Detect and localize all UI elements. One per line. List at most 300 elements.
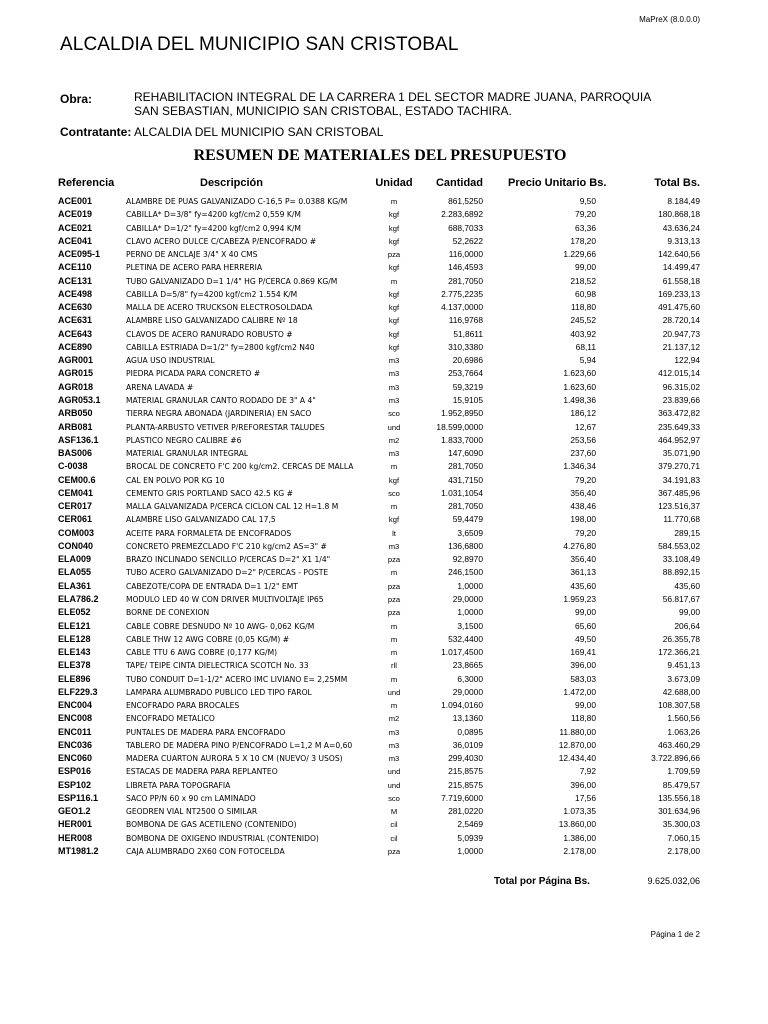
cell-total: 379.270,71 [658, 461, 700, 472]
table-row [0, 673, 768, 686]
cell-cantidad: 215,8575 [448, 779, 483, 790]
cell-total: 28.720,14 [662, 315, 700, 326]
cell-referencia: ESP016 [58, 766, 92, 777]
cell-cantidad: 116,9768 [448, 315, 483, 326]
cell-precio-unitario: 11.880,00 [559, 726, 596, 737]
cell-descripcion: TAPE/ TEIPE CINTA DIELECTRICA SCOTCH No. 33 [126, 661, 309, 671]
cell-cantidad: 29,0000 [452, 593, 483, 604]
cell-cantidad: 1,0000 [457, 607, 483, 618]
cell-referencia: ENC004 [58, 700, 93, 711]
cell-referencia: MT1981.2 [58, 846, 99, 857]
cell-unidad: m [390, 568, 398, 578]
cell-descripcion: GEODREN VIAL NT2500 O SIMILAR [126, 807, 258, 817]
cell-total: 42.688,00 [662, 686, 700, 697]
cell-precio-unitario: 403,92 [570, 328, 596, 339]
cell-referencia: ACE021 [58, 222, 93, 233]
table-row [0, 222, 768, 235]
cell-referencia: CEM00.6 [58, 474, 96, 485]
cell-precio-unitario: 245,52 [570, 315, 596, 326]
cell-total: 61.558,18 [662, 275, 700, 286]
cell-unidad: kgf [388, 236, 400, 246]
cell-unidad: m3 [388, 382, 400, 392]
cell-cantidad: 1.952,8950 [441, 408, 483, 419]
cell-unidad: m [390, 648, 398, 658]
cell-referencia: ELE143 [58, 647, 91, 658]
table-row [0, 712, 768, 725]
cell-descripcion: CABLE THW 12 AWG COBRE (0,05 KG/M) # [126, 634, 290, 644]
cell-cantidad: 3,1500 [457, 620, 483, 631]
cell-descripcion: MATERIAL GRANULAR CANTO RODADO DE 3" A 4" [126, 395, 316, 405]
header-referencia: Referencia [58, 177, 115, 189]
cell-referencia: ELA009 [58, 554, 92, 565]
table-row [0, 275, 768, 288]
cell-total: 85.479,57 [662, 779, 700, 790]
table-row [0, 540, 768, 553]
cell-total: 1.063,26 [667, 726, 700, 737]
cell-referencia: ACE630 [58, 302, 93, 313]
cell-referencia: ACE631 [58, 315, 93, 326]
cell-descripcion: PUNTALES DE MADERA PARA ENCOFRADO [126, 727, 286, 737]
header-unidad: Unidad [375, 177, 413, 189]
cell-referencia: AGR001 [58, 355, 94, 366]
cell-unidad: m3 [388, 395, 400, 405]
cell-precio-unitario: 1.386,00 [563, 832, 596, 843]
cell-unidad: kgf [388, 329, 400, 339]
cell-unidad: und [387, 422, 401, 432]
cell-unidad: m3 [388, 740, 400, 750]
cell-unidad: und [387, 780, 401, 790]
cell-descripcion: CABLE TTU 6 AWG COBRE (0,177 KG/M) [126, 648, 278, 658]
cell-precio-unitario: 65,60 [575, 620, 596, 631]
table-row [0, 805, 768, 818]
cell-descripcion: CAL EN POLVO POR KG 10 [126, 475, 225, 485]
cell-precio-unitario: 60,98 [575, 288, 596, 299]
cell-cantidad: 310,3380 [448, 341, 483, 352]
cell-descripcion: ARENA LAVADA # [126, 382, 194, 392]
cell-cantidad: 281,0220 [448, 806, 483, 817]
cell-total: 8.184,49 [667, 196, 700, 206]
cell-total: 301.634,96 [658, 806, 700, 817]
cell-unidad: m2 [388, 714, 400, 724]
cell-referencia: ACE095-1 [58, 249, 101, 260]
cell-precio-unitario: 218,52 [570, 275, 596, 286]
cell-unidad: kgf [388, 475, 400, 485]
page-number: Página 1 de 2 [650, 930, 700, 939]
cell-total: 180.868,18 [658, 209, 700, 220]
cell-precio-unitario: 5,94 [579, 355, 596, 366]
cell-cantidad: 2.283,6892 [441, 209, 483, 220]
cell-unidad: sco [388, 793, 400, 803]
software-version: MaPreX (8.0.0.0) [639, 15, 700, 24]
cell-unidad: m3 [388, 369, 400, 379]
table-row [0, 752, 768, 765]
table-row [0, 208, 768, 221]
table-row [0, 593, 768, 606]
cell-descripcion: TUBO CONDUIT D=1-1/2" ACERO IMC LIVIANO E= 2,25MM [126, 674, 348, 684]
cell-total: 491.475,60 [658, 302, 700, 313]
table-row [0, 699, 768, 712]
cell-unidad: m [390, 502, 398, 512]
cell-total: 43.636,24 [662, 222, 700, 233]
cell-precio-unitario: 1.346,34 [563, 461, 596, 472]
cell-unidad: pza [387, 594, 401, 604]
cell-descripcion: PERNO DE ANCLAJE 3/4" X 40 CMS [126, 250, 258, 260]
table-row [0, 739, 768, 752]
cell-precio-unitario: 1.623,60 [563, 381, 596, 392]
cell-unidad: m [390, 701, 398, 711]
cell-total: 1.560,56 [667, 713, 700, 724]
cell-referencia: C-0038 [58, 461, 88, 472]
cell-unidad: m [390, 462, 398, 472]
cell-total: 584.553,02 [658, 540, 700, 551]
table-row [0, 421, 768, 434]
cell-cantidad: 532,4400 [448, 633, 483, 644]
cell-total: 464.952,97 [658, 434, 700, 445]
table-row [0, 447, 768, 460]
cell-precio-unitario: 7,92 [579, 766, 596, 777]
cell-cantidad: 5,0939 [457, 832, 483, 843]
cell-precio-unitario: 9,50 [579, 196, 596, 206]
cell-descripcion: TIERRA NEGRA ABONADA (JARDINERIA) EN SACO [126, 409, 312, 419]
cell-total: 363.472,82 [658, 408, 700, 419]
cell-cantidad: 18.599,0000 [436, 421, 483, 432]
cell-total: 3.722.896,66 [651, 753, 700, 764]
cell-total: 435,60 [674, 580, 700, 591]
cell-total: 96.315,02 [662, 381, 700, 392]
cell-total: 34.191,83 [662, 474, 700, 485]
cell-cantidad: 688,7033 [448, 222, 483, 233]
cell-descripcion: AGUA USO INDUSTRIAL [126, 356, 215, 366]
table-row [0, 726, 768, 739]
cell-cantidad: 1.833,7000 [441, 434, 483, 445]
cell-precio-unitario: 99,00 [575, 607, 596, 618]
table-header [0, 177, 768, 191]
cell-precio-unitario: 356,40 [570, 487, 596, 498]
cell-descripcion: ENCOFRADO METALICO [126, 714, 215, 724]
table-row [0, 487, 768, 500]
table-row [0, 341, 768, 354]
cell-precio-unitario: 12,67 [575, 421, 596, 432]
cell-referencia: ENC008 [58, 713, 93, 724]
cell-precio-unitario: 12.434,40 [558, 753, 596, 764]
cell-total: 122,94 [674, 355, 700, 366]
cell-precio-unitario: 237,60 [570, 448, 596, 459]
cell-precio-unitario: 2.178,00 [563, 846, 596, 857]
table-row [0, 434, 768, 447]
page-total-label: Total por Página Bs. [494, 876, 590, 887]
cell-descripcion: BOMBONA DE OXIGENO INDUSTRIAL (CONTENIDO) [126, 833, 319, 843]
table-row [0, 288, 768, 301]
cell-unidad: m [390, 276, 398, 286]
cell-precio-unitario: 118,80 [571, 713, 596, 724]
cell-precio-unitario: 435,60 [570, 580, 596, 591]
table-row [0, 328, 768, 341]
cell-precio-unitario: 169,41 [570, 647, 596, 658]
cell-total: 206,64 [674, 620, 700, 631]
cell-cantidad: 59,4479 [452, 514, 483, 525]
cell-referencia: AGR018 [58, 381, 94, 392]
cell-unidad: sco [388, 488, 400, 498]
cell-total: 35.071,90 [662, 448, 700, 459]
cell-referencia: COM003 [58, 527, 95, 538]
cell-cantidad: 861,5250 [448, 196, 483, 206]
cell-descripcion: MADERA CUARTON AURORA 5 X 10 CM (NUEVO/ 3 USOS) [126, 754, 343, 764]
cell-referencia: ACE110 [58, 262, 92, 273]
cell-descripcion: LIBRETA PARA TOPOGRAFIA [126, 780, 231, 790]
cell-referencia: ELA055 [58, 567, 92, 578]
page-total-value: 9.625.032,06 [647, 876, 700, 886]
cell-descripcion: BROCAL DE CONCRETO F'C 200 kg/cm2. CERCAS DE MALLA [126, 462, 354, 472]
cell-precio-unitario: 4.276,80 [563, 540, 596, 551]
cell-cantidad: 1,0000 [457, 580, 483, 591]
cell-referencia: CER061 [58, 514, 93, 525]
cell-referencia: ACE131 [58, 275, 93, 286]
cell-precio-unitario: 198,00 [570, 514, 596, 525]
cell-referencia: HER001 [58, 819, 93, 830]
cell-cantidad: 146,4593 [448, 262, 483, 273]
cell-referencia: ELE378 [58, 660, 91, 671]
table-row [0, 474, 768, 487]
cell-total: 2.178,00 [667, 846, 700, 857]
cell-total: 9.313,13 [667, 235, 700, 246]
cell-precio-unitario: 396,00 [570, 779, 596, 790]
cell-unidad: pza [387, 847, 401, 857]
cell-total: 20.947,73 [662, 328, 700, 339]
cell-descripcion: ACEITE PARA FORMALETA DE ENCOFRADOS [126, 528, 292, 538]
cell-total: 26.355,78 [662, 633, 700, 644]
cell-descripcion: BORNE DE CONEXION [126, 608, 210, 618]
cell-precio-unitario: 583,03 [570, 673, 596, 684]
cell-descripcion: CAJA ALUMBRADO 2X60 CON FOTOCELDA [126, 847, 285, 857]
cell-descripcion: MALLA DE ACERO TRUCKSON ELECTROSOLDADA [126, 303, 313, 313]
cell-descripcion: CONCRETO PREMEZCLADO F'C 210 kg/cm2 AS=3" # [126, 541, 327, 551]
table-row [0, 527, 768, 540]
cell-referencia: CEM041 [58, 487, 94, 498]
cell-cantidad: 147,6090 [448, 448, 483, 459]
cell-unidad: kgf [388, 342, 400, 352]
cell-total: 21.137,12 [662, 341, 700, 352]
header-precio-unitario: Precio Unitario Bs. [508, 177, 607, 189]
cell-descripcion: ESTACAS DE MADERA PARA REPLANTEO [126, 767, 278, 777]
cell-unidad: M [390, 807, 398, 817]
cell-cantidad: 51,8611 [453, 328, 483, 339]
table-row [0, 248, 768, 261]
cell-cantidad: 92,8970 [452, 554, 483, 565]
cell-total: 9.451,13 [667, 660, 700, 671]
cell-total: 142.640,56 [658, 249, 700, 260]
obra-label: Obra: [60, 92, 93, 106]
cell-total: 235.649,33 [658, 421, 700, 432]
cell-descripcion: CABILLA D=5/8" fy=4200 kgf/cm2 1.554 K/M [126, 289, 298, 299]
cell-total: 108.307,58 [658, 700, 700, 711]
table-row [0, 779, 768, 792]
cell-descripcion: PLETINA DE ACERO PARA HERRERIA [126, 263, 263, 273]
cell-referencia: ELF229.3 [58, 686, 98, 697]
table-row [0, 686, 768, 699]
cell-cantidad: 20,6986 [452, 355, 483, 366]
cell-unidad: cil [390, 833, 398, 843]
cell-cantidad: 1.017,4500 [441, 647, 483, 658]
cell-descripcion: TABLERO DE MADERA PINO P/ENCOFRADO L=1,2 M A=0,60 [126, 740, 353, 750]
cell-cantidad: 15,9105 [452, 394, 483, 405]
cell-precio-unitario: 1.623,60 [563, 368, 596, 379]
table-row [0, 354, 768, 367]
cell-referencia: ESP116.1 [58, 792, 99, 803]
table-row [0, 314, 768, 327]
cell-cantidad: 13,1360 [452, 713, 483, 724]
table-row [0, 633, 768, 646]
cell-total: 412.015,14 [658, 368, 700, 379]
contratante-label: Contratante: [60, 125, 132, 139]
cell-referencia: ACE643 [58, 328, 93, 339]
cell-unidad: pza [387, 608, 401, 618]
cell-cantidad: 4.137,0000 [441, 302, 483, 313]
cell-referencia: ELA361 [58, 580, 92, 591]
cell-unidad: m [390, 634, 398, 644]
cell-unidad: kgf [388, 289, 400, 299]
cell-cantidad: 52,2622 [452, 235, 483, 246]
cell-descripcion: CEMENTO GRIS PORTLAND SACO 42.5 KG # [126, 488, 293, 498]
cell-precio-unitario: 1.472,00 [563, 686, 596, 697]
table-row [0, 261, 768, 274]
cell-referencia: ELE128 [58, 633, 91, 644]
table-row [0, 407, 768, 420]
cell-descripcion: CABILLA ESTRIADA D=1/2" fy=2800 kgf/cm2 N40 [126, 342, 315, 352]
cell-descripcion: CLAVOS DE ACERO RANURADO ROBUSTO # [126, 329, 293, 339]
cell-cantidad: 6,3000 [457, 673, 483, 684]
cell-unidad: sco [388, 409, 400, 419]
cell-unidad: m3 [388, 449, 400, 459]
cell-cantidad: 1,0000 [457, 846, 483, 857]
cell-referencia: AGR015 [58, 368, 94, 379]
cell-cantidad: 59,3219 [452, 381, 483, 392]
cell-unidad: lt [392, 528, 396, 538]
cell-total: 289,15 [674, 527, 700, 538]
cell-cantidad: 1.031,1054 [441, 487, 483, 498]
cell-total: 1.709,59 [667, 766, 700, 777]
cell-cantidad: 1.094,0160 [441, 700, 483, 711]
table-row [0, 606, 768, 619]
cell-unidad: pza [387, 250, 401, 260]
cell-descripcion: CABILLA* D=1/2" fy=4200 kgf/cm2 0,994 K/M [126, 223, 301, 233]
cell-referencia: HER008 [58, 832, 93, 843]
cell-cantidad: 281,7050 [448, 275, 483, 286]
cell-total: 135.556,18 [658, 792, 700, 803]
table-row [0, 580, 768, 593]
cell-unidad: und [387, 767, 401, 777]
materials-table [0, 195, 768, 858]
table-row [0, 381, 768, 394]
cell-descripcion: MODULO LED 40 W CON DRIVER MULTIVOLTAJE IP65 [126, 594, 324, 604]
report-title: RESUMEN DE MATERIALES DEL PRESUPUESTO [193, 147, 567, 164]
cell-referencia: ACE041 [58, 235, 93, 246]
cell-descripcion: TUBO ACERO GALVANIZADO D=2" P/CERCAS - POSTE [126, 568, 329, 578]
cell-unidad: m3 [388, 754, 400, 764]
cell-descripcion: MATERIAL GRANULAR INTEGRAL [126, 449, 249, 459]
table-row [0, 500, 768, 513]
cell-precio-unitario: 99,00 [575, 262, 596, 273]
cell-precio-unitario: 178,20 [570, 235, 596, 246]
obra-text: REHABILITACION INTEGRAL DE LA CARRERA 1 DEL SECTOR MADRE JUANA, PARROQUIA SAN SEBASTIAN, MUNICIPIO SAN CRISTOBAL, ESTADO TACHIRA. [134, 90, 651, 118]
cell-cantidad: 136,6800 [448, 540, 483, 551]
cell-descripcion: TUBO GALVANIZADO D=1 1/4" HG P/CERCA 0.869 KG/M [126, 276, 338, 286]
organization-title: ALCALDIA DEL MUNICIPIO SAN CRISTOBAL [60, 34, 459, 55]
cell-precio-unitario: 79,20 [575, 527, 596, 538]
cell-descripcion: PLANTA-ARBUSTO VETIVER P/REFORESTAR TALUDES [126, 422, 325, 432]
cell-cantidad: 281,7050 [448, 461, 483, 472]
cell-cantidad: 431,7150 [448, 474, 483, 485]
cell-total: 11.770,68 [663, 514, 700, 525]
cell-descripcion: MALLA GALVANIZADA P/CERCA CICLON CAL 12 H=1.8 M [126, 502, 339, 512]
cell-referencia: ACE001 [58, 196, 93, 206]
cell-descripcion: SACO PP/N 60 x 90 cm LAMINADO [126, 793, 256, 803]
cell-unidad: m [390, 674, 398, 684]
cell-precio-unitario: 118,80 [571, 302, 596, 313]
cell-unidad: pza [387, 555, 401, 565]
cell-referencia: ASF136.1 [58, 434, 99, 445]
cell-cantidad: 7.719,6000 [441, 792, 483, 803]
cell-total: 463.460,29 [658, 739, 700, 750]
cell-unidad: m [390, 197, 398, 206]
cell-descripcion: LAMPARA ALUMBRADO PUBLICO LED TIPO FAROL [126, 687, 312, 697]
table-row [0, 620, 768, 633]
cell-precio-unitario: 1.073,35 [563, 806, 596, 817]
cell-precio-unitario: 1.229,66 [563, 249, 596, 260]
cell-precio-unitario: 68,11 [575, 341, 596, 352]
table-row [0, 765, 768, 778]
cell-cantidad: 281,7050 [448, 501, 483, 512]
cell-referencia: ACE498 [58, 288, 93, 299]
cell-referencia: ARB050 [58, 408, 93, 419]
cell-precio-unitario: 12.870,00 [558, 739, 596, 750]
cell-total: 23.839,66 [662, 394, 700, 405]
cell-precio-unitario: 17,56 [575, 792, 596, 803]
table-row [0, 659, 768, 672]
cell-total: 123.516,37 [658, 501, 700, 512]
table-row [0, 394, 768, 407]
cell-unidad: m3 [388, 541, 400, 551]
header-descripcion: Descripción [200, 177, 263, 189]
cell-total: 367.485,96 [658, 487, 700, 498]
cell-descripcion: BRAZO INCLINADO SENCILLO P/CERCAS D=2" X1 1/4" [126, 555, 331, 565]
cell-cantidad: 246,1500 [448, 567, 483, 578]
cell-unidad: rll [391, 661, 397, 671]
cell-total: 7.060,15 [667, 832, 700, 843]
cell-unidad: m3 [388, 356, 400, 366]
table-row [0, 792, 768, 805]
cell-precio-unitario: 63,36 [575, 222, 596, 233]
cell-precio-unitario: 1.959,23 [563, 593, 596, 604]
cell-descripcion: CABILLA* D=3/8" fy=4200 kgf/cm2 0,559 K/M [126, 210, 301, 220]
cell-cantidad: 253,7664 [448, 368, 483, 379]
cell-cantidad: 2.775,2235 [441, 288, 483, 299]
cell-total: 3.673,09 [667, 673, 700, 684]
cell-total: 88.892,15 [662, 567, 700, 578]
cell-cantidad: 3,6509 [457, 527, 483, 538]
cell-cantidad: 2,5469 [457, 819, 483, 830]
cell-cantidad: 0,0895 [457, 726, 483, 737]
cell-referencia: BAS006 [58, 448, 93, 459]
cell-unidad: pza [387, 581, 401, 591]
cell-precio-unitario: 79,20 [575, 209, 596, 220]
cell-unidad: kgf [388, 316, 400, 326]
cell-total: 14.499,47 [662, 262, 700, 273]
cell-unidad: kgf [388, 303, 400, 313]
cell-descripcion: CLAVO ACERO DULCE C/CABEZA P/ENCOFRADO # [126, 236, 317, 246]
cell-referencia: ENC036 [58, 739, 93, 750]
table-row [0, 513, 768, 526]
cell-referencia: CER017 [58, 501, 93, 512]
